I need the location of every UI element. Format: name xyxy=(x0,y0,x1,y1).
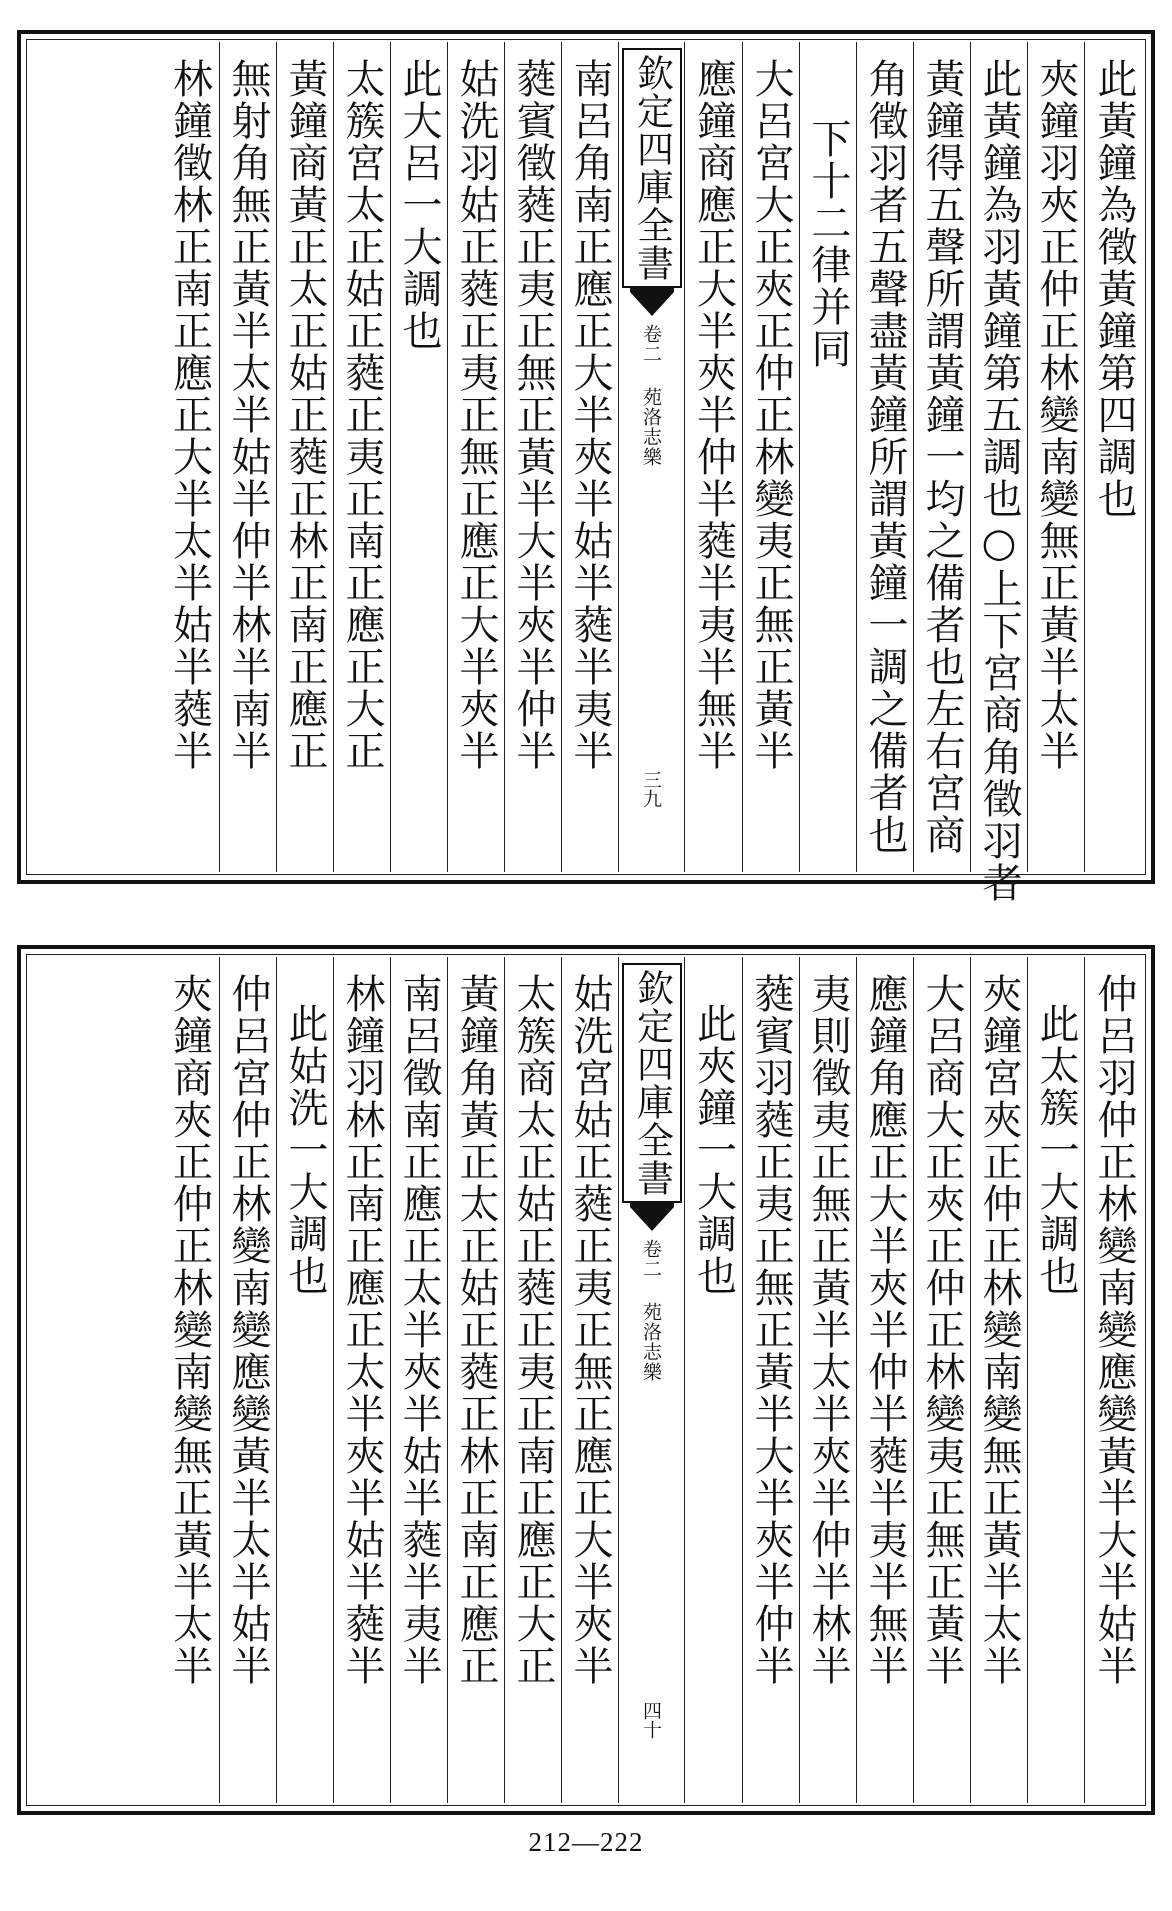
text-column: 林鐘羽林正南正應正太半夾半姑半蕤半 xyxy=(333,957,390,1803)
text-column: 此夾鐘一大調也 xyxy=(684,957,742,1803)
text-column: 蕤賓羽蕤正夷正無正黃半大半夾半仲半 xyxy=(742,957,799,1803)
fishtail-ornament-icon xyxy=(630,288,674,318)
text-column: 南呂徵南正應正太半夾半姑半蕤半夷半 xyxy=(390,957,447,1803)
text-column: 太簇商太正姑正蕤正夷正南正應正大正 xyxy=(504,957,561,1803)
text-column: 大呂商大正夾正仲正林變夷正無正黃半 xyxy=(913,957,970,1803)
center-fold-column xyxy=(618,957,684,1803)
text-column: 夾鐘宮夾正仲正林變南變無正黃半太半 xyxy=(970,957,1027,1803)
text-column: 此黃鐘為羽黃鐘第五調也○上下宮商角徵羽者 xyxy=(970,42,1027,872)
volume-label: 卷二 苑洛志樂 xyxy=(640,324,662,467)
book-title: 欽定四庫全書 xyxy=(622,48,682,288)
book-page-bottom xyxy=(17,945,1155,1815)
text-column: 南呂角南正應正大半夾半姑半蕤半夷半 xyxy=(561,42,618,872)
text-column: 蕤賓徵蕤正夷正無正黃半大半夾半仲半 xyxy=(504,42,561,872)
text-column: 應鐘角應正大半夾半仲半蕤半夷半無半 xyxy=(856,957,913,1803)
book-title: 欽定四庫全書 xyxy=(622,963,682,1203)
column-strip xyxy=(29,42,1143,904)
book-page-top xyxy=(17,30,1155,904)
text-column: 夾鐘商夾正仲正林變南變無正黃半太半 xyxy=(166,973,213,1687)
text-column: 林鐘徵林正南正應正大半太半姑半蕤半 xyxy=(166,58,213,772)
text-column: 下十二律并同 xyxy=(799,42,856,872)
fishtail-ornament-icon xyxy=(630,1203,674,1233)
column-strip xyxy=(29,957,1143,1803)
page-number: 四十 xyxy=(640,1701,662,1739)
text-column: 太簇宮太正姑正蕤正夷正南正應正大正 xyxy=(333,42,390,872)
text-column: 大呂宮大正夾正仲正林變夷正無正黃半 xyxy=(742,42,799,872)
text-column: 夷則徵夷正無正黃半太半夾半仲半林半 xyxy=(799,957,856,1803)
text-column: 此太簇一大調也 xyxy=(1027,957,1084,1803)
text-column: 此大呂一大調也 xyxy=(390,42,447,872)
volume-label: 卷二 苑洛志樂 xyxy=(640,1239,662,1382)
text-column: 角徵羽者五聲盡黃鐘所謂黃鐘一調之備者也 xyxy=(856,42,913,872)
text-column: 此姑洗一大調也 xyxy=(276,957,333,1803)
page-number: 三九 xyxy=(640,770,662,808)
text-column: 夾鐘羽夾正仲正林變南變無正黃半太半 xyxy=(1027,42,1084,872)
text-column: 應鐘商應正大半夾半仲半蕤半夷半無半 xyxy=(684,42,742,872)
text-column: 仲呂羽仲正林變南變應變黃半大半姑半 xyxy=(1084,957,1143,1803)
text-column: 無射角無正黃半太半姑半仲半林半南半 xyxy=(219,42,276,872)
text-column: 姑洗宮姑正蕤正夷正無正應正大半夾半 xyxy=(561,957,618,1803)
text-column: 仲呂宮仲正林變南變應變黃半太半姑半 xyxy=(219,957,276,1803)
reprint-page-number: 212—222 xyxy=(528,1827,644,1857)
text-column: 此黃鐘為徵黃鐘第四調也 xyxy=(1084,42,1143,872)
text-column: 黃鐘得五聲所謂黃鐘一均之備者也左右宮商 xyxy=(913,42,970,872)
text-column: 黃鐘商黃正太正姑正蕤正林正南正應正 xyxy=(276,42,333,872)
center-fold-column xyxy=(618,42,684,872)
text-column: 姑洗羽姑正蕤正夷正無正應正大半夾半 xyxy=(447,42,504,872)
text-column: 黃鐘角黃正太正姑正蕤正林正南正應正 xyxy=(447,957,504,1803)
